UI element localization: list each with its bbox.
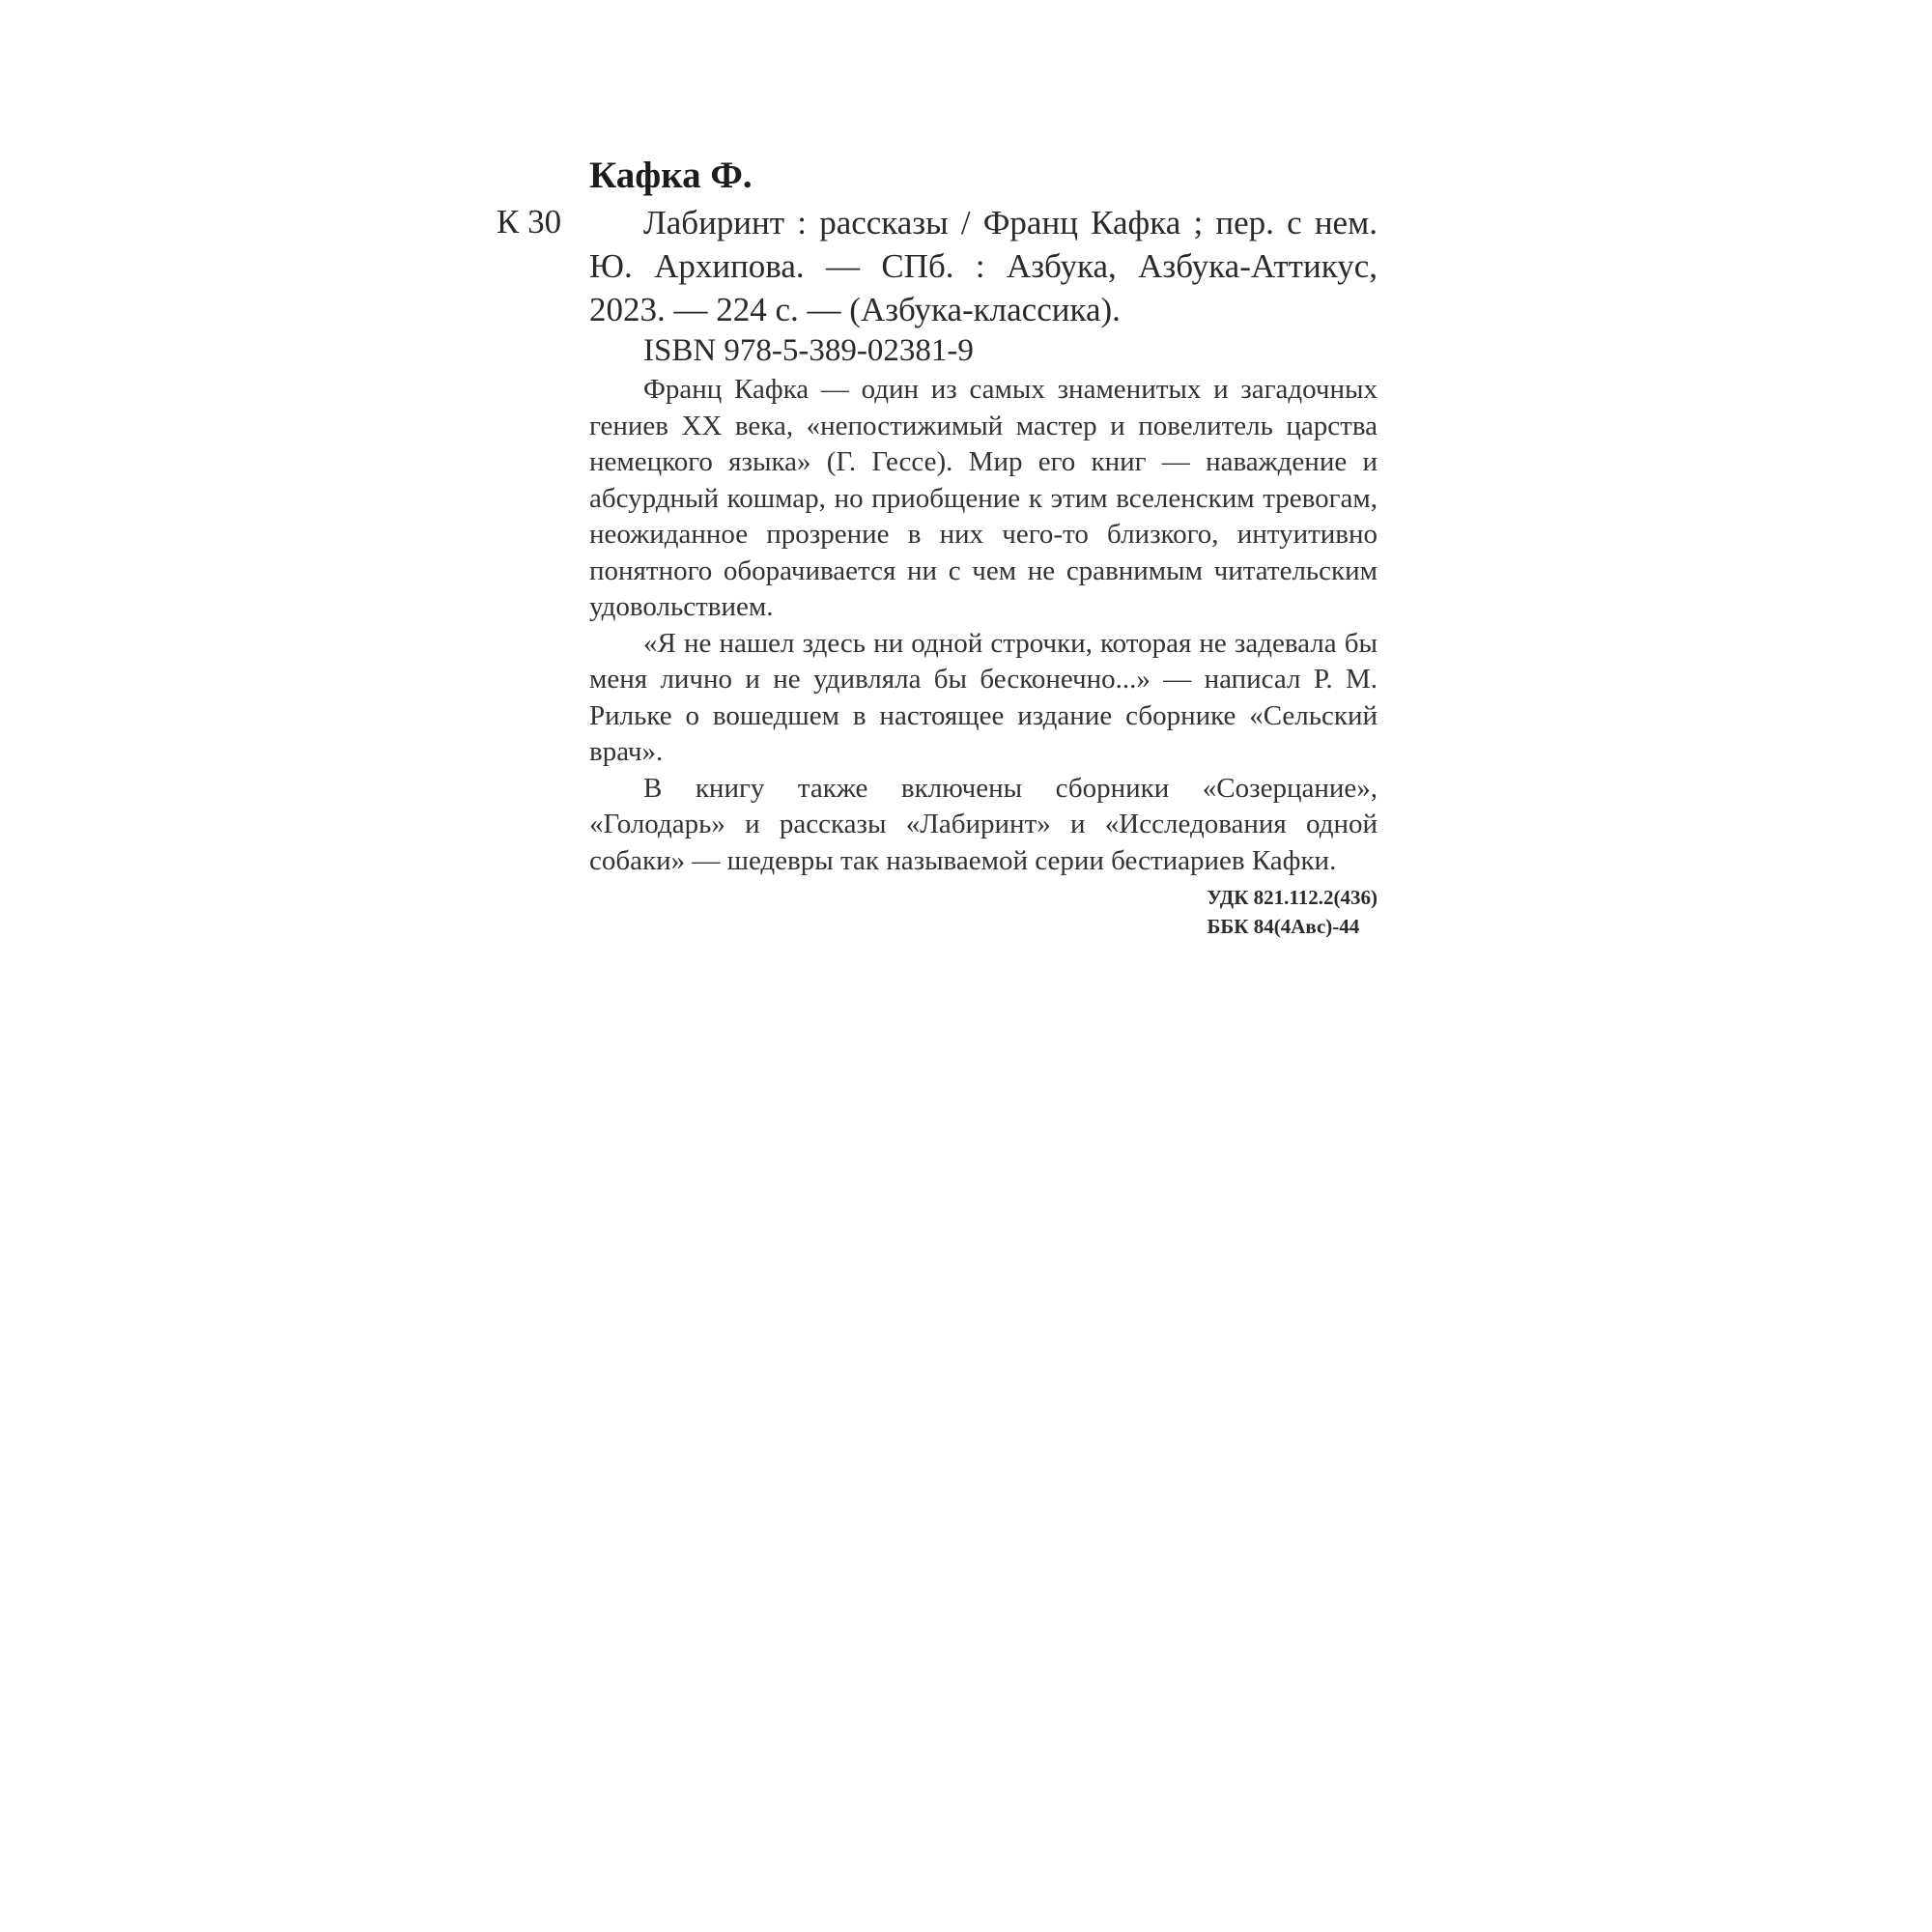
annotation-paragraph: Франц Кафка — один из самых знаменитых и загадочных гениев XX века, «непостижимый мастер и повелитель царства немецкого языка» (Г. Гессе). Мир его книг — наваждение и абсурдный кошмар, но приобщение к этим вселенским тревогам, неожиданное прозрение в них чего-то близкого, интуитивно понятного оборачивается ни с чем не сравнимым читательским удовольствием.: [589, 374, 1378, 622]
author-sign-code: К 30: [497, 203, 562, 241]
isbn: ISBN 978-5-389-02381-9: [643, 333, 974, 368]
udk-index: УДК 821.112.2(436): [1207, 886, 1378, 909]
bibliographic-description: Лабиринт : рассказы / Франц Кафка ; пер. с нем. Ю. Архипова. — СПб. : Азбука, Азбука-Аттикус, 2023. — 224 с. — (Азбука-классика).: [589, 204, 1378, 328]
bbk-index: ББК 84(4Авс)-44: [1207, 915, 1360, 938]
classification-block: [589, 883, 1378, 941]
author-heading: Кафка Ф.: [589, 155, 753, 196]
annotation-paragraph: «Я не нашел здесь ни одной строчки, которая не задевала бы меня лично и не удивляла бы бесконечно...» — написал Р. М. Рильке о вошедшем в настоящее издание сборнике «Сельский врач».: [589, 627, 1378, 767]
catalog-card: [497, 155, 1378, 941]
annotation-paragraph: В книгу также включены сборники «Созерцание», «Голодарь» и рассказы «Лабиринт» и «Исследования одной собаки» — шедевры так называемой серии бестиариев Кафки.: [589, 772, 1378, 876]
